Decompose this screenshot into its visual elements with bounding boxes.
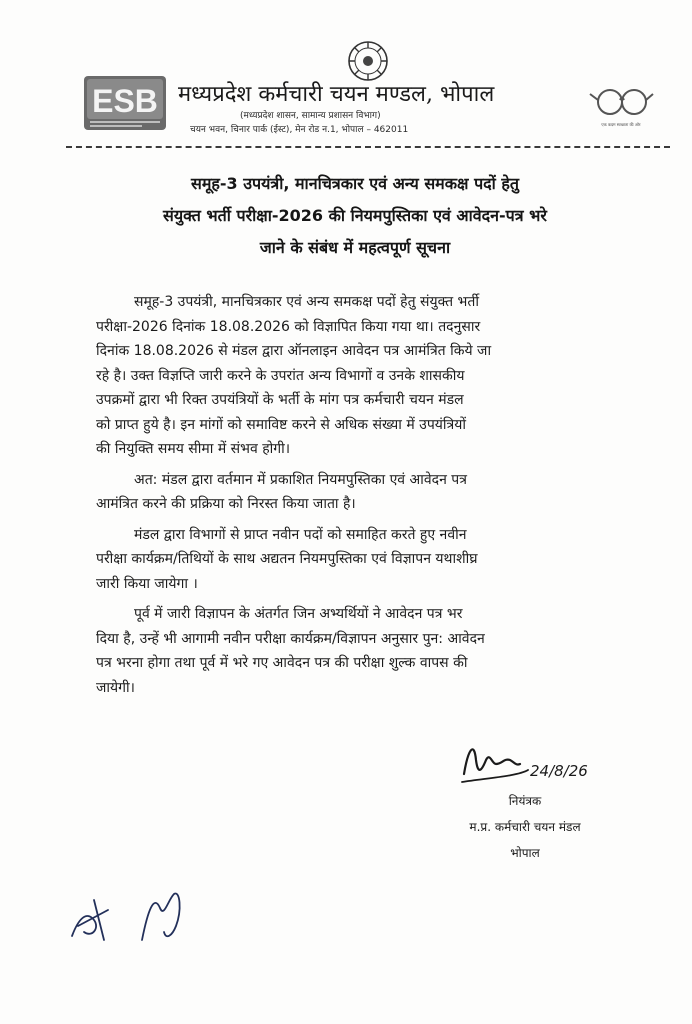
org-subtitle: (मध्यप्रदेश शासन, सामान्य प्रशासन विभाग): [240, 111, 381, 121]
paragraph-line: उपक्रमों द्वारा भी रिक्त उपयंत्रियों के भर्ती के मांग पत्र कर्मचारी चयन मंडल: [96, 392, 464, 408]
signature-date: 24/8/26: [530, 762, 588, 780]
paragraph-line: परीक्षा कार्यक्रम/तिथियों के साथ अद्यतन नियमपुस्तिका एवं विज्ञापन यथाशीघ्र: [96, 551, 478, 567]
spectacles-logo-caption: एक कदम स्वच्छता की ओर: [601, 122, 641, 127]
header-divider: [66, 146, 670, 148]
paragraph-line: की नियुक्ति समय सीमा में संभव होगी।: [96, 441, 291, 457]
signatory-designation: नियंत्रक: [508, 794, 542, 808]
paragraph-line: जायेगी।: [96, 679, 135, 696]
paragraph-line: समूह-3 उपयंत्री, मानचित्रकार एवं अन्य समकक्ष पदों हेतु संयुक्त भर्ती: [134, 294, 479, 310]
paragraph-line: पूर्व में जारी विज्ञापन के अंतर्गत जिन अभ्यर्थियों ने आवेदन पत्र भर: [134, 606, 463, 622]
org-name: मध्यप्रदेश कर्मचारी चयन मण्डल, भोपाल: [178, 82, 495, 107]
paragraph-line: दिनांक 18.08.2026 से मंडल द्वारा ऑनलाइन आवेदन पत्र आमंत्रित किये जा: [96, 343, 492, 359]
paragraph-line: दिया है, उन्हें भी आगामी नवीन परीक्षा कार्यक्रम/विज्ञापन अनुसार पुन: आवेदन: [96, 630, 485, 647]
paragraph-line: आमंत्रित करने की प्रक्रिया को निरस्त किया जाता है।: [96, 496, 356, 512]
paragraph-line: पत्र भरना होगा तथा पूर्व में भरे गए आवेदन पत्र की परीक्षा शुल्क वापस की: [96, 655, 468, 671]
paragraph-line: परीक्षा-2026 दिनांक 18.08.2026 को विज्ञापित किया गया था। तदनुसार: [96, 318, 481, 335]
paragraph: [96, 602, 662, 700]
signatory-city: भोपाल: [510, 846, 540, 860]
notice-body: [96, 290, 662, 706]
paragraph-line: रहे है। उक्त विज्ञप्ति जारी करने के उपरांत अन्य विभागों व उनके शासकीय: [96, 367, 465, 384]
esb-logo: [84, 76, 166, 130]
signatory-office: म.प्र. कर्मचारी चयन मंडल: [469, 820, 581, 834]
notice-heading: [100, 168, 610, 264]
heading-line: संयुक्त भर्ती परीक्षा-2026 की नियमपुस्तिका एवं आवेदन-पत्र भरे: [163, 206, 547, 225]
signature-block: [440, 788, 610, 866]
paragraph-line: अत: मंडल द्वारा वर्तमान में प्रकाशित नियमपुस्तिका एवं आवेदन पत्र: [134, 471, 467, 488]
paragraph: [96, 290, 662, 462]
paragraph-line: को प्राप्त हुये है। इन मांगों को समाविष्ट करने से अधिक संख्या में उपयंत्रियों: [96, 416, 466, 433]
paragraph: [96, 523, 662, 597]
heading-line: जाने के संबंध में महत्वपूर्ण सूचना: [259, 238, 451, 257]
paragraph-line: जारी किया जायेगा ।: [96, 575, 198, 592]
handwritten-signature: [458, 730, 598, 796]
handwritten-initials: [64, 880, 214, 950]
heading-line: समूह-3 उपयंत्री, मानचित्रकार एवं अन्य समकक्ष पदों हेतु: [191, 174, 519, 193]
paragraph: [96, 468, 662, 517]
esb-logo-text: ESB: [92, 83, 158, 119]
org-address: चयन भवन, चिनार पार्क (ईस्ट), मेन रोड न.1, भोपाल – 462011: [190, 125, 409, 135]
state-emblem-icon: [346, 40, 390, 82]
paragraph-line: मंडल द्वारा विभागों से प्राप्त नवीन पदों को समाहित करते हुए नवीन: [134, 526, 467, 543]
